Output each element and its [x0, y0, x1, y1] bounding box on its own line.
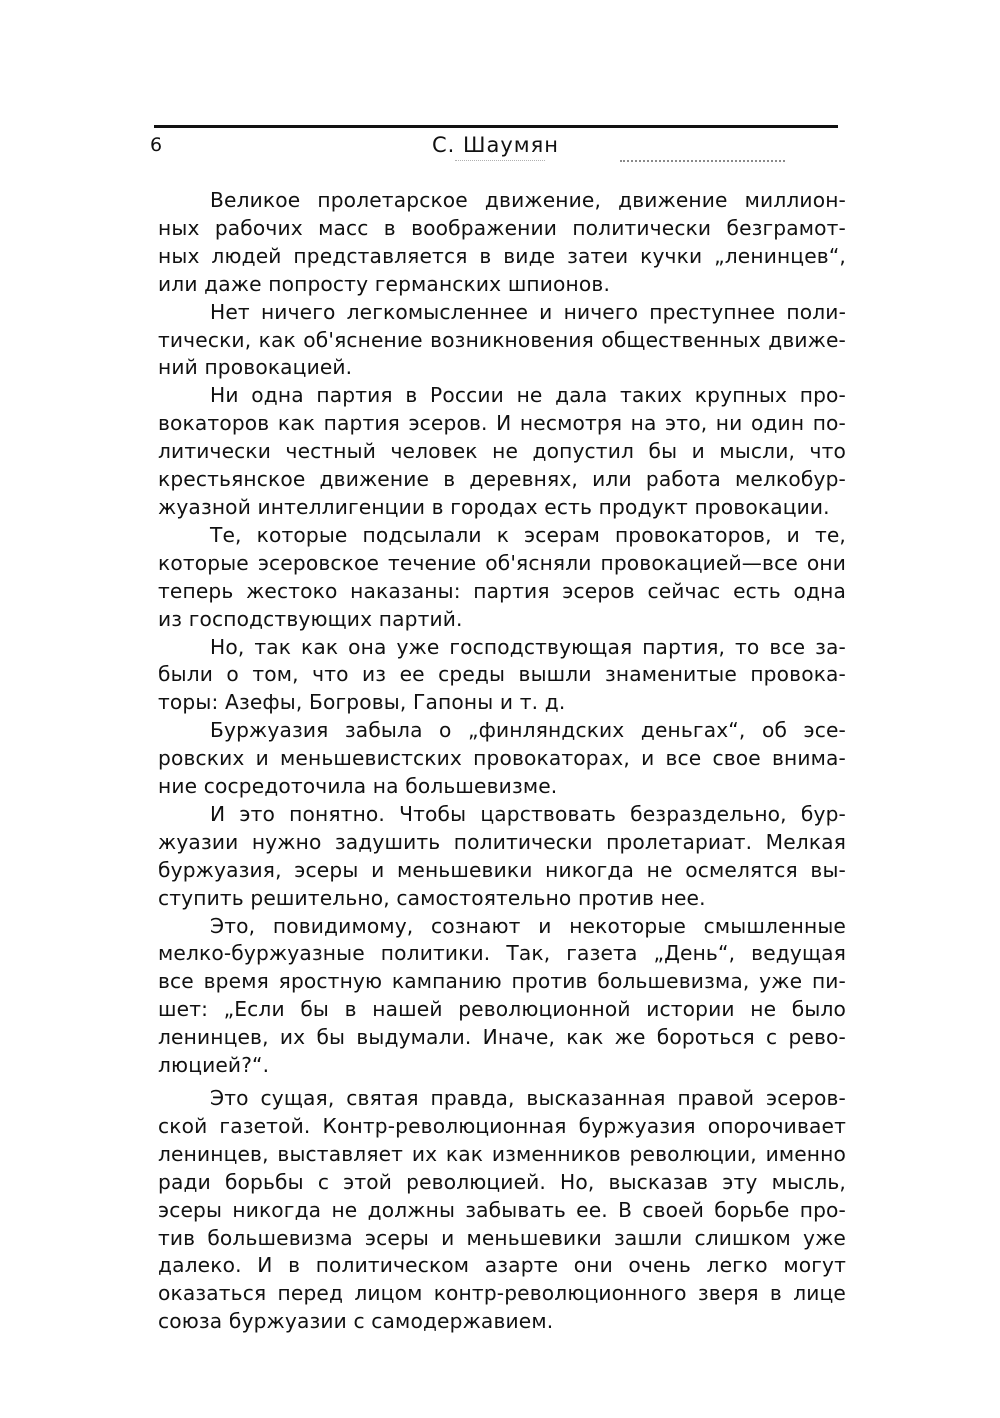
text-line: И это понятно. Чтобы царствовать безраздельно, бур-: [210, 801, 846, 826]
paragraph: [158, 382, 846, 522]
text-line: союза буржуазии с самодержавием.: [158, 1309, 554, 1334]
text-line: ленинцев, выставляет их как изменников революции, именно: [158, 1141, 846, 1166]
text-line: далеко. И в политическом азарте они очень легко могут: [158, 1253, 846, 1278]
text-line: ровских и меньшевистских провокаторах, и все свое внима-: [158, 746, 846, 771]
text-line: мелко-буржуазные политики. Так, газета „День“, ведущая: [158, 941, 846, 966]
text-line: теперь жестоко наказаны: партия эсеров сейчас есть одна: [158, 578, 846, 603]
header-faint-rule-left: [455, 160, 545, 161]
paragraph: [158, 634, 846, 718]
text-line: жуазной интеллигенции в городах есть продукт провокации.: [158, 494, 830, 519]
paragraph: [158, 1085, 846, 1336]
text-line: или даже попросту германских шпионов.: [158, 271, 611, 296]
text-line: ных людей представляется в виде затеи кучки „ленинцев“,: [158, 243, 846, 268]
paragraph: [158, 522, 846, 634]
text-line: Это сущая, святая правда, высказанная правой эсеров-: [210, 1086, 846, 1110]
running-title: С. Шаумян: [432, 133, 559, 157]
text-line: из господствующих партий.: [158, 606, 463, 631]
body-text: [158, 187, 846, 1336]
paragraph: [158, 913, 846, 1080]
header-rule: [154, 125, 838, 128]
text-line: Великое пролетарское движение, движение миллион-: [210, 188, 846, 212]
text-line: которые эсеровское течение об'ясняли провокацией—все они: [158, 550, 846, 575]
page-number: 6: [150, 134, 163, 156]
text-line: буржуазия, эсеры и меньшевики никогда не осмелятся вы-: [158, 857, 846, 882]
paragraph: [158, 299, 846, 383]
text-line: ской газетой. Контр-революционная буржуазия опорочивает: [158, 1113, 846, 1138]
text-line: Но, так как она уже господствующая партия, то все за-: [210, 634, 846, 659]
text-line: ступить решительно, самостоятельно против нее.: [158, 885, 706, 910]
text-line: жуазии нужно задушить политически пролетариат. Мелкая: [158, 829, 846, 854]
text-line: крестьянское движение в деревнях, или работа мелкобур-: [158, 467, 846, 492]
text-line: ных рабочих масс в воображении политически безграмот-: [158, 215, 846, 240]
text-line: ради борьбы с этой революцией. Но, высказав эту мысль,: [158, 1169, 846, 1194]
text-line: вокаторов как партия эсеров. И несмотря на это, ни один по-: [158, 411, 846, 436]
text-line: тически, как об'яснение возникновения общественных движе-: [158, 327, 846, 352]
text-line: ние сосредоточила на большевизме.: [158, 774, 558, 799]
text-line: были о том, что из ее среды вышли знаменитые провока-: [158, 662, 846, 687]
text-line: тив большевизма эсеры и меньшевики зашли слишком уже: [158, 1225, 846, 1250]
paragraph: [158, 717, 846, 801]
text-line: Нет ничего легкомысленнее и ничего преступнее поли-: [210, 299, 846, 324]
header-faint-rule-right: [620, 160, 785, 162]
text-line: литически честный человек не допустил бы и мысли, что: [158, 439, 846, 464]
paragraph: [158, 187, 846, 299]
text-line: Те, которые подсылали к эсерам провокаторов, и те,: [210, 522, 846, 547]
text-line: шет: „Если бы в нашей революционной истории не было: [158, 997, 846, 1022]
text-line: люцией?“.: [158, 1053, 270, 1078]
text-line: Буржуазия забыла о „финляндских деньгах“, об эсе-: [210, 718, 846, 743]
text-line: все время яростную кампанию против большевизма, уже пи-: [158, 969, 846, 994]
text-line: Это, повидимому, сознают и некоторые смышленные: [210, 913, 846, 938]
text-line: ний провокацией.: [158, 355, 353, 380]
text-line: торы: Азефы, Богровы, Гапоны и т. д.: [158, 690, 566, 715]
text-line: Ни одна партия в России не дала таких крупных про-: [210, 383, 846, 408]
paragraph: [158, 801, 846, 913]
text-line: оказаться перед лицом контр-революционного зверя в лице: [158, 1281, 846, 1306]
text-line: ленинцев, их бы выдумали. Иначе, как же бороться с рево-: [158, 1025, 846, 1050]
text-line: эсеры никогда не должны забывать ее. В своей борьбе про-: [158, 1197, 846, 1222]
